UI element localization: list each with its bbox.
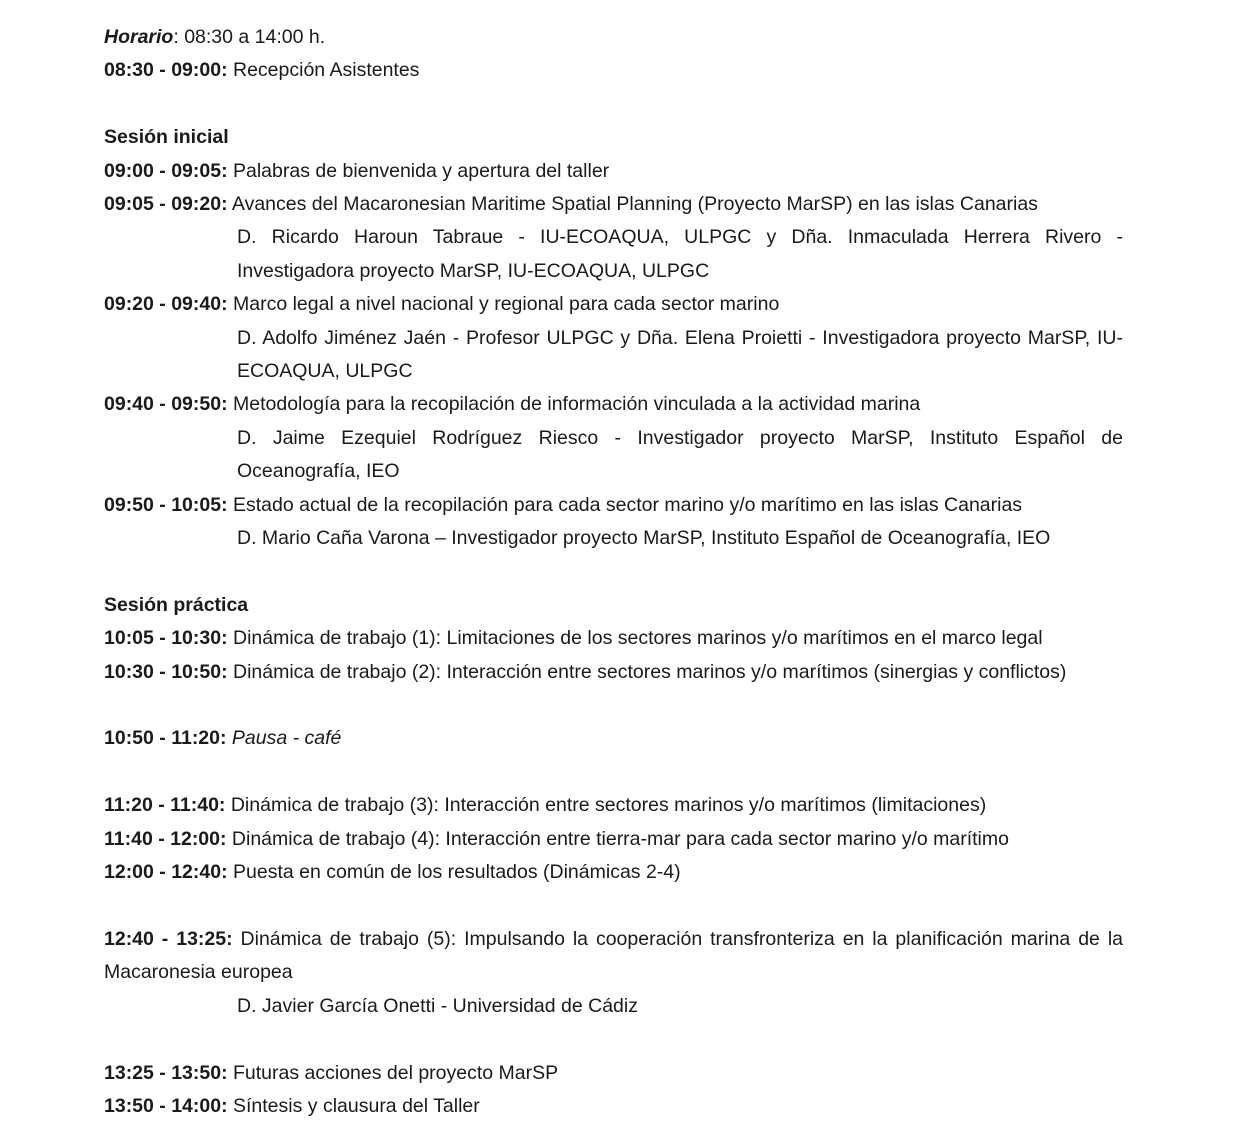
item-title: Dinámica de trabajo (1): Limitaciones de los sectores marinos y/o marítimos en el marco legal: [227, 627, 1043, 650]
item-time: 13:50 - 14:00:: [104, 1094, 228, 1117]
item-time: 10:05 - 10:30:: [104, 627, 228, 650]
item-title: Dinámica de trabajo (4): Interacción entre tierra-mar para cada sector marino y/o marítimo: [226, 827, 1009, 850]
item-time: 12:40 - 13:25:: [104, 927, 233, 950]
item-speaker: D. Adolfo Jiménez Jaén - Profesor ULPGC y Dña. Elena Proietti - Investigadora proyecto MarSP, IU-ECOAQUA, ULPGC: [237, 326, 1123, 383]
item-time: 10:30 - 10:50:: [104, 660, 228, 683]
agenda-item: [104, 155, 1123, 188]
agenda-document: [104, 21, 1123, 1123]
agenda-item: [104, 1090, 1123, 1123]
item-title: Dinámica de trabajo (3): Interacción entre sectores marinos y/o marítimos (limitaciones): [225, 794, 987, 817]
item-title: Marco legal a nivel nacional y regional para cada sector marino: [227, 293, 780, 316]
item-title: Puesta en común de los resultados (Dinámicas 2-4): [227, 861, 681, 884]
horario-label: Horario: [104, 26, 174, 48]
item-time: 09:05 - 09:20:: [104, 193, 228, 216]
item-title: Metodología para la recopilación de información vinculada a la actividad marina: [227, 393, 921, 416]
horario-value: : 08:30 a 14:00 h.: [173, 26, 326, 48]
item-time: 10:50 - 11:20:: [104, 727, 227, 750]
agenda-item: [104, 489, 1123, 522]
item-title: Dinámica de trabajo (5): Impulsando la cooperación transfronteriza en la planificación marina de la Macaronesia europea: [104, 927, 1123, 984]
item-title: Estado actual de la recopilación para cada sector marino y/o marítimo en las islas Canarias: [227, 493, 1023, 516]
agenda-item: [104, 288, 1123, 321]
agenda-item-break: [104, 722, 1123, 755]
item-speaker: D. Jaime Ezequiel Rodríguez Riesco - Investigador proyecto MarSP, Instituto Español de Oceanografía, IEO: [237, 426, 1123, 483]
item-title: Pausa - café: [226, 727, 342, 750]
section-heading-initial: Sesión inicial: [104, 126, 229, 149]
item-time: 12:00 - 12:40:: [104, 861, 228, 884]
agenda-item: [104, 1057, 1123, 1090]
item-title: Dinámica de trabajo (2): Interacción entre sectores marinos y/o marítimos (sinergias y conflictos): [227, 660, 1067, 683]
item-time: 09:50 - 10:05:: [104, 493, 228, 516]
item-time: 09:00 - 09:05:: [104, 159, 228, 182]
item-title: Palabras de bienvenida y apertura del taller: [227, 159, 610, 182]
item-time: 11:40 - 12:00:: [104, 827, 227, 850]
agenda-item: [104, 656, 1123, 689]
item-time: 13:25 - 13:50:: [104, 1061, 228, 1084]
agenda-item: [104, 388, 1123, 421]
section-heading-practical: Sesión práctica: [104, 593, 249, 616]
item-time: 09:40 - 09:50:: [104, 393, 228, 416]
spacer: [104, 890, 1123, 923]
item-title: Avances del Macaronesian Maritime Spatial Planning (Proyecto MarSP) en las islas Canarias: [227, 193, 1038, 216]
agenda-item: [104, 622, 1123, 655]
agenda-item-cooperation: [104, 923, 1123, 990]
spacer: [104, 756, 1123, 789]
item-title: Recepción Asistentes: [227, 59, 420, 82]
agenda-item: [104, 823, 1123, 856]
item-speaker: D. Ricardo Haroun Tabraue - IU-ECOAQUA, ULPGC y Dña. Inmaculada Herrera Rivero - Investigadora proyecto MarSP, IU-ECOAQUA, ULPGC: [237, 226, 1123, 282]
item-time: 11:20 - 11:40:: [104, 794, 226, 817]
spacer: [104, 88, 1123, 121]
spacer: [104, 555, 1123, 588]
spacer: [104, 1023, 1123, 1056]
agenda-item: [104, 856, 1123, 889]
spacer: [104, 689, 1123, 722]
item-time: 08:30 - 09:00:: [104, 59, 228, 82]
agenda-item: [104, 789, 1123, 822]
item-speaker: D. Javier García Onetti - Universidad de Cádiz: [237, 994, 638, 1017]
item-title: Futuras acciones del proyecto MarSP: [227, 1061, 559, 1084]
item-title: Síntesis y clausura del Taller: [227, 1094, 480, 1117]
item-time: 09:20 - 09:40:: [104, 293, 228, 316]
horario-line: [104, 21, 1123, 54]
item-speaker: D. Mario Caña Varona – Investigador proyecto MarSP, Instituto Español de Oceanografía, IEO: [237, 527, 1051, 550]
agenda-item-reception: [104, 54, 1123, 87]
agenda-item: [104, 188, 1123, 221]
